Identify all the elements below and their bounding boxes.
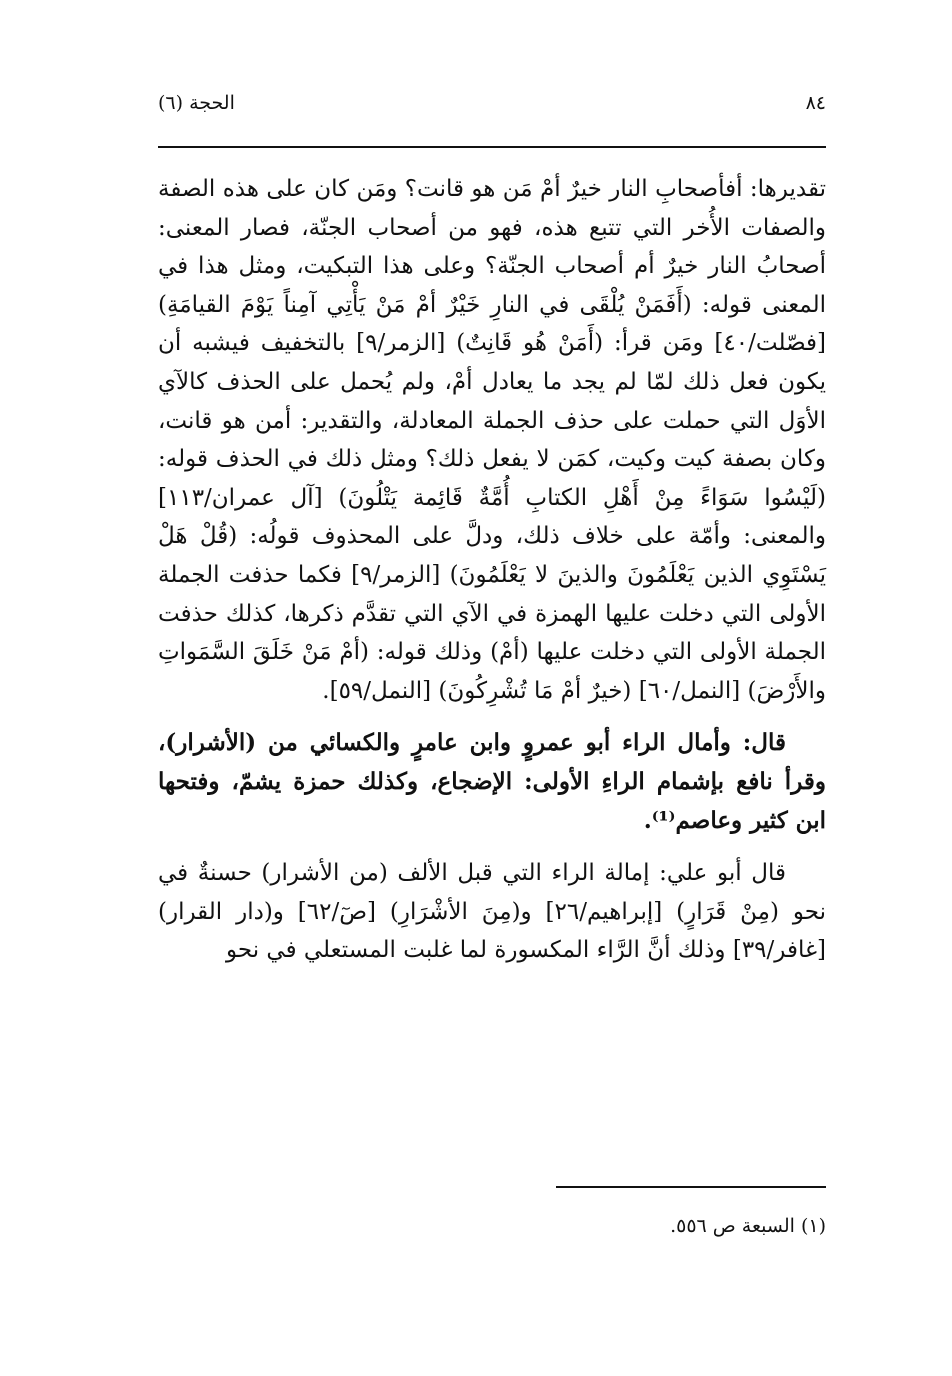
header-divider: [158, 146, 826, 148]
page-number: ٨٤: [805, 92, 826, 114]
body-text: [158, 170, 826, 984]
paragraph-readings: قال: وأمال الراء أبو عمروٍ وابن عامرٍ والكسائي من (الأشرار)، وقرأ نافع بإشمام الراءِ الأولى: الإضجاع، وكذلك حمزة يشمّ، وفتحها ابن كثير وعاصم⁽¹⁾.: [158, 729, 826, 834]
document-page: [158, 0, 826, 1376]
paragraph-abu-ali: قال أبو علي: إمالة الراء التي قبل الألف (من الأشرار) حسنةٌ في نحو (مِنْ قَرَارٍ) [إبراهيم/٢٦] و(مِنَ الأشْرَارِ) [صٓ/٦٢] و(دار القرار) [غافر/٣٩] وذلك أنَّ الرَّاء المكسورة لما غلبت المستعلي في نحو: [158, 860, 826, 964]
paragraph-commentary: تقديرها: أفأصحابِ النار خيرٌ أمْ مَن هو قانت؟ ومَن كان على هذه الصفة والصفات الأُخر التي تتبع هذه، فهو من أصحاب الجنّة، فصار المعنى: أصحابُ النار خيرٌ أم أصحاب الجنّة؟ وعلى هذا التبكيت، ومثل هذا في المعنى قوله: (أَفَمَنْ يُلْقَى في النارِ خَيْرٌ أمْ مَنْ يَأْتِي آمِناً يَوْمَ القيامَةِ) [فصّلت/٤٠] ومَن قرأ: (أَمَنْ هُو قَانِتٌ) [الزمر/٩] بالتخفيف فيشبه أن يكون فعل ذلك لمّا لم يجد ما يعادل أمْ، ولم يُحمل على الحذف كالآي الأوَل التي حملت على حذف الجملة المعادلة، والتقدير: أمن هو قانت، وكان بصفة كيت وكيت، كمَن لا يفعل ذلك؟ ومثل ذلك في الحذف قوله: (لَيْسُوا سَوَاءً مِنْ أَهْلِ الكتابِ أُمَّةٌ قَائِمة يَتْلُونَ) [آل عمران/١١٣] والمعنى: وأمّة على خلاف ذلك، ودلَّ على المحذوف قولُه: (قُلْ هَلْ يَسْتَوِي الذين يَعْلَمُونَ والذينَ لا يَعْلَمُونَ) [الزمر/٩] فكما حذفت الجملة الأولى التي دخلت عليها الهمزة في الآي التي تقدَّم ذكرها، كذلك حذفت الجملة الأولى التي دخلت عليها (أمْ) وذلك قوله: (أمْ مَنْ خَلَقَ السَّمَواتِ والأَرْضَ) [النمل/٦٠] (خيرٌ أمْ مَا تُشْرِكُونَ) [النمل/٥٩].: [158, 176, 826, 704]
running-title: الحجة (٦): [158, 92, 235, 114]
footnote: (١) السبعة ص ٥٥٦.: [670, 1215, 826, 1237]
footnote-divider: [556, 1186, 826, 1188]
page-header: [158, 92, 826, 122]
